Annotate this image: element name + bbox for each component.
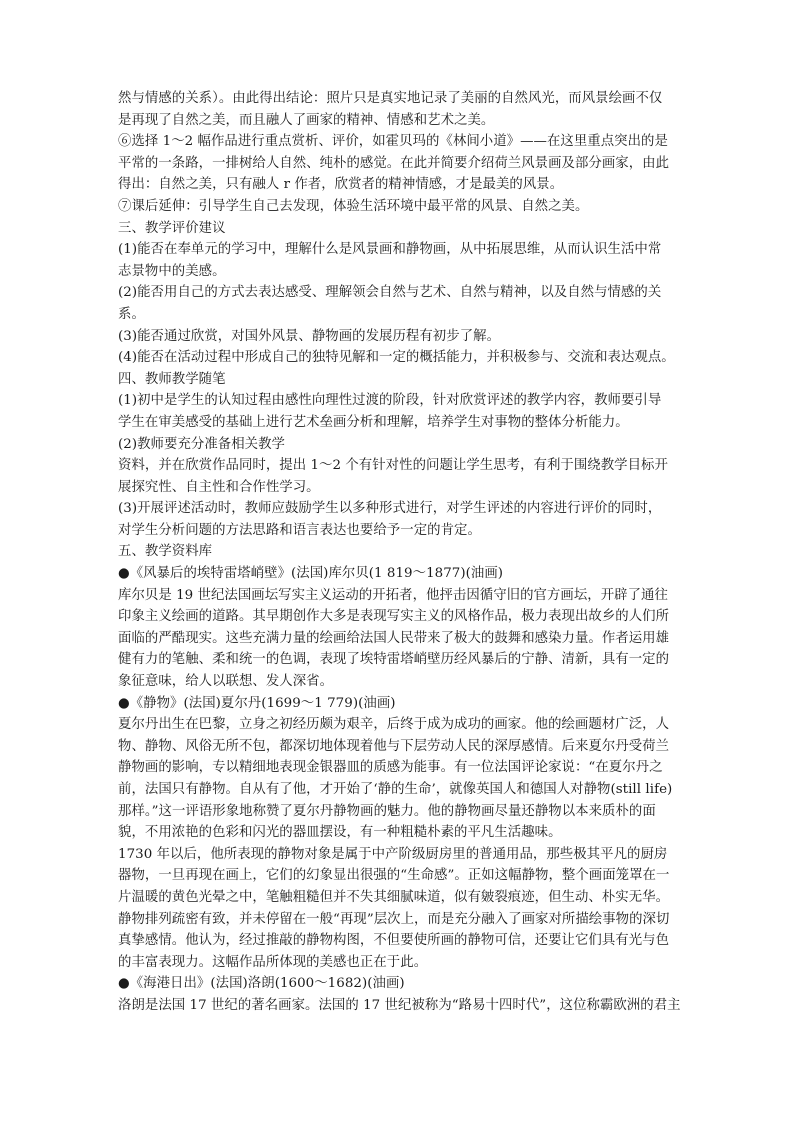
text-line: 前，法国只有静物。自从有了他，才开始了‘静的生命’，就像英国人和德国人对静物(still life) [118,782,673,797]
text-line: ●《静物》(法国)夏尔丹(1699～1 779)(油画) [118,695,396,711]
text-line: 三、教学评价建议 [118,220,226,236]
text-line: 那样。”这一评语形象地称赞了夏尔丹静物画的魅力。他的静物画尽量还静物以本来质朴的面 [118,803,656,819]
text-line: 面临的严酷现实。这些充满力量的绘画给法国人民带来了极大的鼓舞和感染力量。作者运用雄 [118,630,670,646]
text-line: (4)能否在活动过程中形成自己的独特见解和一定的概括能力，并积极参与、交流和表达观点。 [118,350,675,366]
text-line: (1)初中是学生的认知过程由感性向理性过渡的阶段，针对欣赏评述的教学内容，教师要引导 [118,393,662,409]
text-line: ⑦课后延伸：引导学生自己去发现，体验生活环境中最平常的风景、自然之美。 [118,198,589,214]
text-line: 资料，并在欣赏作品同时，提出 1～2 个有针对性的问题让学生思考，有利于围绕教学目标开 [118,458,668,474]
text-line: 象征意味，给人以联想、发人深省。 [118,674,334,690]
text-line: 静物画的影响，专以精细地表现金银器皿的质感为能事。有一位法国评论家说：“在夏尔丹之 [118,760,663,776]
text-line: 片温暖的黄色光晕之中，笔触粗糙但并不失其细腻味道，似有皴裂痕迹，但生动、朴实无华。 [118,889,670,905]
text-line: 夏尔丹出生在巴黎，立身之初经历颇为艰辛，后终于成为成功的画家。他的绘画题材广泛，人 [118,717,670,733]
text-line: 器物，一旦再现在画上，它们的幻象显出很强的“生命感”。正如这幅静物，整个画面笼罩在一 [118,868,670,884]
text-line: (3)能否通过欣赏，对国外风景、静物画的发展历程有初步了解。 [118,328,501,344]
text-line: 得出：自然之美，只有融人 r 作者，欣赏者的精神情感，才是最美的风景。 [118,177,564,193]
text-line: 学生在审美感受的基础上进行艺术垒画分析和理解，培养学生对事物的整体分析能力。 [118,414,629,430]
text-line: 1730 年以后，他所表现的静物对象是属于中产阶级厨房里的普通用品，那些极其平凡的厨房 [118,846,668,862]
text-line: 健有力的笔触、柔和统一的色调，表现了埃特雷塔峭壁历经风暴后的宁静、清新，具有一定的 [118,652,670,668]
text-line: ⑥选择 1～2 幅作品进行重点赏析、评价，如霍贝玛的《林间小道》——在这里重点突出的是 [118,134,668,150]
text-line: 印象主义绘画的道路。其早期创作大多是表现写实主义的风格作品，极力表现出故乡的人们所 [118,609,670,625]
text-line: 四、教师教学随笔 [118,371,226,387]
text-line: 真挚感情。他认为，经过推敲的静物构图，不但要使所画的静物可信，还要让它们具有光与色 [118,933,670,949]
text-line: 是再现了自然之美，而且融人了画家的精神、情感和艺术之美。 [118,112,495,128]
text-line: 对学生分析问题的方法思路和语言表达也要给予一定的肯定。 [118,522,481,538]
text-line: (2)教师要充分准备相关教学 [118,436,285,452]
text-line: (1)能否在奉单元的学习中，理解什么是风景画和静物画，从中拓展思维，从而认识生活中常 [118,242,662,258]
text-line: 展探究性、自主性和合作性学习。 [118,479,320,495]
document-page [118,88,692,1017]
text-line: ●《风暴后的埃特雷塔峭壁》(法国)库尔贝(1 819～1877)(油画) [118,566,504,582]
text-line: 的丰富表现力。这幅作品所体现的美感也正在于此。 [118,954,428,970]
text-line: 然与情感的关系）。由此得出结论：照片只是真实地记录了美丽的自然风光，而风景绘画不仅 [118,91,663,106]
text-line: 静物排列疏密有致，并未停留在一般“再现”层次上，而是充分融入了画家对所描绘事物的深切 [118,911,670,927]
text-line: 洛朗是法国 17 世纪的著名画家。法国的 17 世纪被称为“路易十四时代”，这位称霸欧洲的君主 [118,997,681,1013]
text-line: 志景物中的美感。 [118,263,226,279]
text-line: 物、静物、风俗无所不包，都深切地体现着他与下层劳动人民的深厚感情。后来夏尔丹受荷兰 [118,738,670,754]
text-line: 平常的一条路，一排树给人自然、纯朴的感觉。在此并简要介绍荷兰风景画及部分画家，由此 [118,155,670,171]
text-line: 五、教学资料库 [118,544,213,560]
text-line: (3)开展评述活动时，教师应鼓励学生以多种形式进行，对学生评述的内容进行评价的同时， [118,501,662,517]
text-line: 库尔贝是 19 世纪法国画坛写实主义运动的开拓者，他抨击因循守旧的官方画坛，开辟了通往 [118,587,668,603]
text-line: (2)能否用自己的方式去表达感受、理解领会自然与艺术、自然与精神，以及自然与情感的关 [118,285,662,301]
text-line: ●《海港日出》(法国)洛朗(1600～1682)(油画) [118,976,405,992]
text-line: 系。 [118,306,145,322]
text-line: 貌，不用浓艳的色彩和闪光的器皿摆设，有一种粗糙朴素的平凡生活趣味。 [118,825,562,841]
